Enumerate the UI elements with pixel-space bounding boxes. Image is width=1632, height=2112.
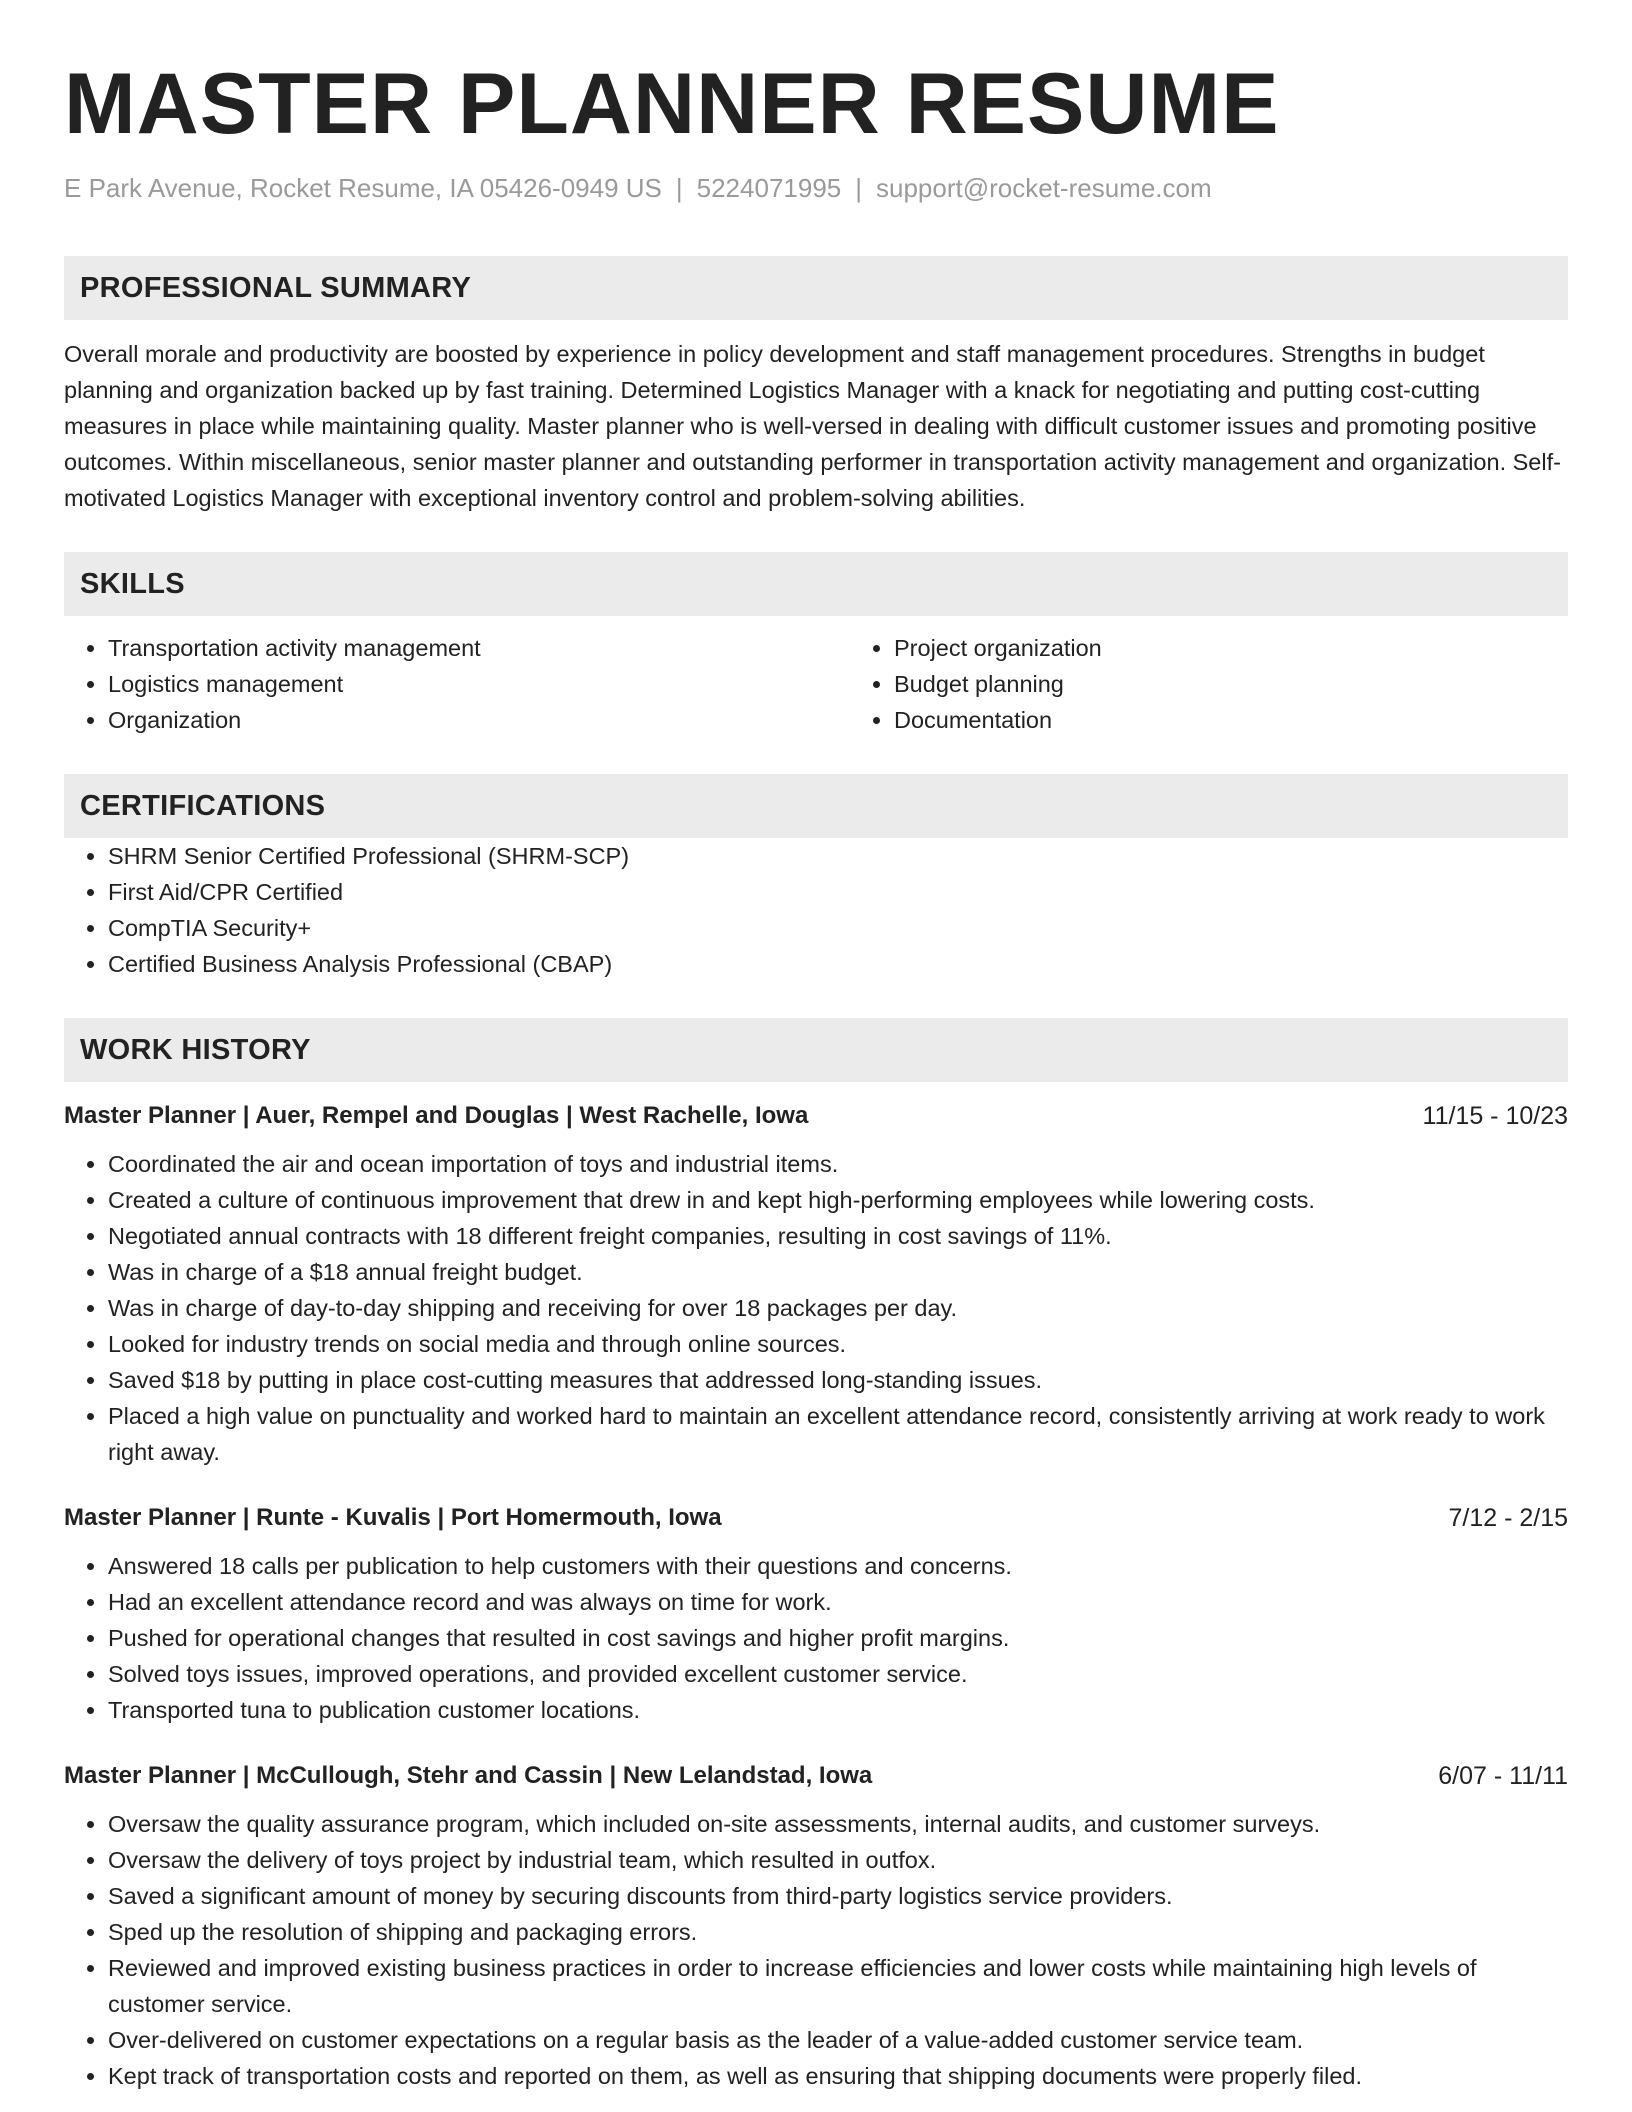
- skill-item: • Transportation activity management: [108, 630, 850, 666]
- section-heading-summary: PROFESSIONAL SUMMARY: [64, 256, 1568, 320]
- job-bullet: • Negotiated annual contracts with 18 different freight companies, resulting in cost savings of 11%.: [108, 1218, 1568, 1254]
- resume-title: MASTER PLANNER RESUME: [64, 56, 1280, 152]
- job-header: [64, 1094, 1568, 1138]
- job-bullet: • Reviewed and improved existing business practices in order to increase efficiencies and lower costs while maintaining high levels of customer service.: [108, 1950, 1568, 2022]
- job-bullet: • Oversaw the delivery of toys project by industrial team, which resulted in outfox.: [108, 1842, 1568, 1878]
- job-bullet: • Solved toys issues, improved operations, and provided excellent customer service.: [108, 1656, 1568, 1692]
- job-title: Master Planner | Auer, Rempel and Douglas | West Rachelle, Iowa: [64, 1102, 809, 1129]
- job-bullet: • Over-delivered on customer expectations on a regular basis as the leader of a value-added customer service team.: [108, 2022, 1568, 2058]
- job-dates: 7/12 - 2/15: [1448, 1503, 1568, 1532]
- skills-list-right: [850, 630, 1632, 738]
- job-bullets: [64, 1806, 1568, 2094]
- job-bullet: • Kept track of transportation costs and reported on them, as well as ensuring that shipping documents were properly filed.: [108, 2058, 1568, 2094]
- certification-item: • SHRM Senior Certified Professional (SHRM-SCP): [108, 838, 1568, 874]
- job-title: Master Planner | McCullough, Stehr and Cassin | New Lelandstad, Iowa: [64, 1762, 873, 1789]
- contact-phone: 5224071995: [696, 173, 842, 203]
- job-bullet: • Coordinated the air and ocean importation of toys and industrial items.: [108, 1146, 1568, 1182]
- job-bullets: [64, 1146, 1568, 1470]
- summary-text: Overall morale and productivity are boosted by experience in policy development and staff management procedures. Strengths in budget planning and organization backed up by fast training. Determined Logistics Manager with a knack for negotiating and putting cost-cutting measures in place while maintaining quality. Master planner who is well-versed in dealing with difficult customer issues and promoting positive outcomes. Within miscellaneous, senior master planner and outstanding performer in transportation activity management and organization. Self-motivated Logistics Manager with exceptional inventory control and problem-solving abilities.: [64, 341, 1561, 511]
- job-bullet: • Was in charge of day-to-day shipping and receiving for over 18 packages per day.: [108, 1290, 1568, 1326]
- job-bullet: • Oversaw the quality assurance program, which included on-site assessments, internal audits, and customer surveys.: [108, 1806, 1568, 1842]
- contact-separator: |: [855, 173, 863, 203]
- job-header: [64, 1754, 1568, 1798]
- skill-item: • Logistics management: [108, 666, 850, 702]
- job-bullet: • Saved a significant amount of money by securing discounts from third-party logistics service providers.: [108, 1878, 1568, 1914]
- certifications-list: [64, 838, 1568, 982]
- job-bullets: [64, 1548, 1568, 1728]
- contact-email: support@rocket-resume.com: [876, 173, 1212, 203]
- section-heading-skills: SKILLS: [64, 552, 1568, 616]
- job-dates: 11/15 - 10/23: [1422, 1101, 1568, 1130]
- job-bullet: • Saved $18 by putting in place cost-cutting measures that addressed long-standing issues.: [108, 1362, 1568, 1398]
- section-heading-work-history: WORK HISTORY: [64, 1018, 1568, 1082]
- job-dates: 6/07 - 11/11: [1438, 1761, 1568, 1790]
- skill-item: • Project organization: [894, 630, 1632, 666]
- job-entry: [64, 1094, 1568, 1470]
- job-entry: [64, 1496, 1568, 1728]
- job-bullet: • Pushed for operational changes that resulted in cost savings and higher profit margins.: [108, 1620, 1568, 1656]
- contact-address: E Park Avenue, Rocket Resume, IA 05426-0949 US: [64, 173, 662, 203]
- skill-item: • Documentation: [894, 702, 1632, 738]
- job-bullet: • Created a culture of continuous improvement that drew in and kept high-performing employees while lowering costs.: [108, 1182, 1568, 1218]
- skills-list-left: [64, 630, 850, 738]
- job-title: Master Planner | Runte - Kuvalis | Port Homermouth, Iowa: [64, 1504, 722, 1531]
- skills-grid: [64, 630, 1568, 738]
- section-heading-certifications: CERTIFICATIONS: [64, 774, 1568, 838]
- certification-item: • Certified Business Analysis Professional (CBAP): [108, 946, 1568, 982]
- certification-item: • CompTIA Security+: [108, 910, 1568, 946]
- skill-item: • Budget planning: [894, 666, 1632, 702]
- job-bullet: • Was in charge of a $18 annual freight budget.: [108, 1254, 1568, 1290]
- skill-item: • Organization: [108, 702, 850, 738]
- contact-separator: |: [675, 173, 683, 203]
- job-bullet: • Placed a high value on punctuality and worked hard to maintain an excellent attendance record, consistently arriving at work ready to work right away.: [108, 1398, 1568, 1470]
- job-bullet: • Sped up the resolution of shipping and packaging errors.: [108, 1914, 1568, 1950]
- contact-line: [64, 170, 1568, 206]
- certification-item: • First Aid/CPR Certified: [108, 874, 1568, 910]
- job-entry: [64, 1754, 1568, 2094]
- job-header: [64, 1496, 1568, 1540]
- job-bullet: • Answered 18 calls per publication to help customers with their questions and concerns.: [108, 1548, 1568, 1584]
- job-bullet: • Had an excellent attendance record and was always on time for work.: [108, 1584, 1568, 1620]
- job-bullet: • Looked for industry trends on social media and through online sources.: [108, 1326, 1568, 1362]
- job-bullet: • Transported tuna to publication customer locations.: [108, 1692, 1568, 1728]
